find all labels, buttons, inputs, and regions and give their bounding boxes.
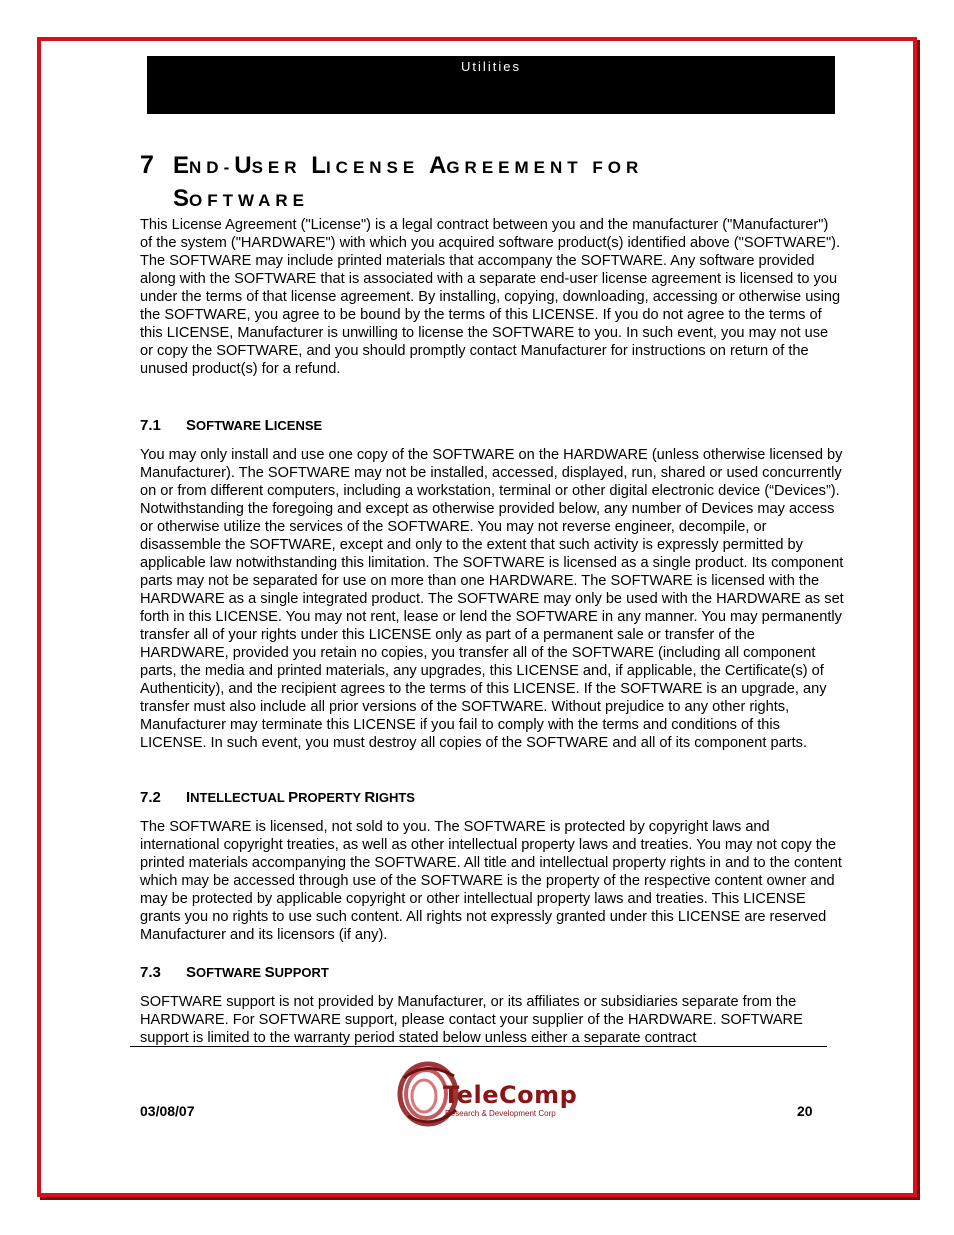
title-word-rest: SER [251,158,312,177]
title-word-rest: ND- [189,158,235,177]
title-word-rest: GREEMENT FOR [446,158,644,177]
title-word-initial: U [234,152,252,179]
heading-word-rest: UPPORT [274,965,329,980]
heading-word-initial: S [264,964,275,981]
heading-word-initial: S [186,964,197,981]
chapter-number: 7 [140,151,154,179]
header-title: Utilities [461,59,521,74]
heading-word-rest: NTELLECTUAL [190,790,289,805]
heading-word-initial: L [264,417,274,434]
chapter-title [140,150,840,216]
section-title [186,789,415,806]
section-number: 7.2 [140,789,161,806]
section-title [186,964,329,981]
section-heading-7-1 [140,417,840,435]
telecomp-logo [396,1058,576,1130]
heading-word-rest: IGHTS [375,790,415,805]
logo-name: TeleComp [443,1081,578,1109]
title-word-initial: E [173,152,190,179]
heading-word-initial: P [288,789,299,806]
page-number: 20 [797,1103,813,1119]
heading-word-rest: OFTWARE [196,965,265,980]
section-title [186,417,322,434]
section-number: 7.3 [140,964,161,981]
title-word-initial: L [311,152,326,179]
section-heading-7-2 [140,789,840,807]
heading-word-rest: OFTWARE [196,418,265,433]
footer-date: 03/08/07 [140,1103,195,1119]
heading-word-initial: R [364,789,376,806]
section-heading-7-3 [140,964,840,982]
intro-paragraph: This License Agreement ("License") is a legal contract between you and the manufacturer ("Manufacturer") of the system ("HARDWARE") with which you acquired software product(s) identified above ("SOFTWARE"). The SOFTWARE may include printed materials that accompany the SOFTWARE. Any software provided along with the SOFTWARE that is associated with a separate end-user license agreement is licensed to you under the terms of that license agreement. By installing, copying, downloading, accessing or otherwise using the SOFTWARE, you agree to be bound by the terms of this LICENSE. If you do not agree to the terms of this LICENSE, Manufacturer is unwilling to license the SOFTWARE to you. In such event, you may not use or copy the SOFTWARE, and you should promptly contact Manufacturer for instructions on return of the unused product(s) for a refund. [140,217,841,377]
section-number: 7.1 [140,417,161,434]
logo-tagline: Research & Development Corp [445,1109,556,1118]
heading-word-rest: ICENSE [273,418,323,433]
chapter-title-line1 [173,151,643,179]
title-word-rest: OFTWARE [189,191,310,210]
heading-word-initial: S [186,417,197,434]
section-7-1-body: You may only install and use one copy of the SOFTWARE on the HARDWARE (unless otherwise licensed by Manufacturer). The SOFTWARE may not be installed, accessed, displayed, run, shared or used concurrently on or from different computers, including a workstation, terminal or other digital electronic device (“Devices”). Notwithstanding the foregoing and except as otherwise provided below, any number of Devices may access or otherwise utilize the services of the SOFTWARE. You may not reverse engineer, decompile, or disassemble the SOFTWARE, except and only to the extent that such activity is expressly permitted by applicable law notwithstanding this limitation. The SOFTWARE is licensed as a single product. Its component parts may not be separated for use on more than one HARDWARE. The SOFTWARE is licensed with the HARDWARE as a single integrated product. The SOFTWARE may only be used with the HARDWARE as set forth in this LICENSE. You may not rent, lease or lend the SOFTWARE in any manner. You may permanently transfer all of your rights under this LICENSE only as part of a permanent sale or transfer of the HARDWARE, provided you retain no copies, you transfer all of the SOFTWARE (including all component parts, the media and printed materials, any upgrades, this LICENSE and, if applicable, the Certificate(s) of Authenticity), and the recipient agrees to the terms of this LICENSE. If the SOFTWARE is an upgrade, any transfer must also include all prior versions of the SOFTWARE. Without prejudice to any other rights, Manufacturer may terminate this LICENSE if you fail to comply with the terms and conditions of this LICENSE. In such event, you must destroy all copies of the SOFTWARE and all of its component parts. [140,447,844,751]
footer-divider [130,1046,827,1047]
section-7-2-body: The SOFTWARE is licensed, not sold to you. The SOFTWARE is protected by copyright laws and international copyright treaties, as well as other intellectual property laws and treaties. You may not copy the printed materials accompanying the SOFTWARE. All title and intellectual property rights in and to the content which may be accessed through use of the SOFTWARE is the property of the respective content owner and may be protected by applicable copyright or other intellectual property laws and treaties. This LICENSE grants you no rights to use such content. All rights not expressly granted under this LICENSE are reserved Manufacturer and its licensors (if any). [140,819,842,943]
title-word-rest: ICENSE [325,158,429,177]
header-bar [147,56,835,114]
heading-word-rest: ROPERTY [298,790,365,805]
title-word-initial: S [173,185,190,212]
title-word-initial: A [428,152,447,179]
chapter-title-line2 [140,183,840,216]
section-7-3-body: SOFTWARE support is not provided by Manufacturer, or its affiliates or subsidiaries separate from the HARDWARE. For SOFTWARE support, please contact your supplier of the HARDWARE. SOFTWARE support is limited to the warranty period stated below unless either a separate contract [140,994,803,1046]
heading-word-initial: I [186,789,191,806]
